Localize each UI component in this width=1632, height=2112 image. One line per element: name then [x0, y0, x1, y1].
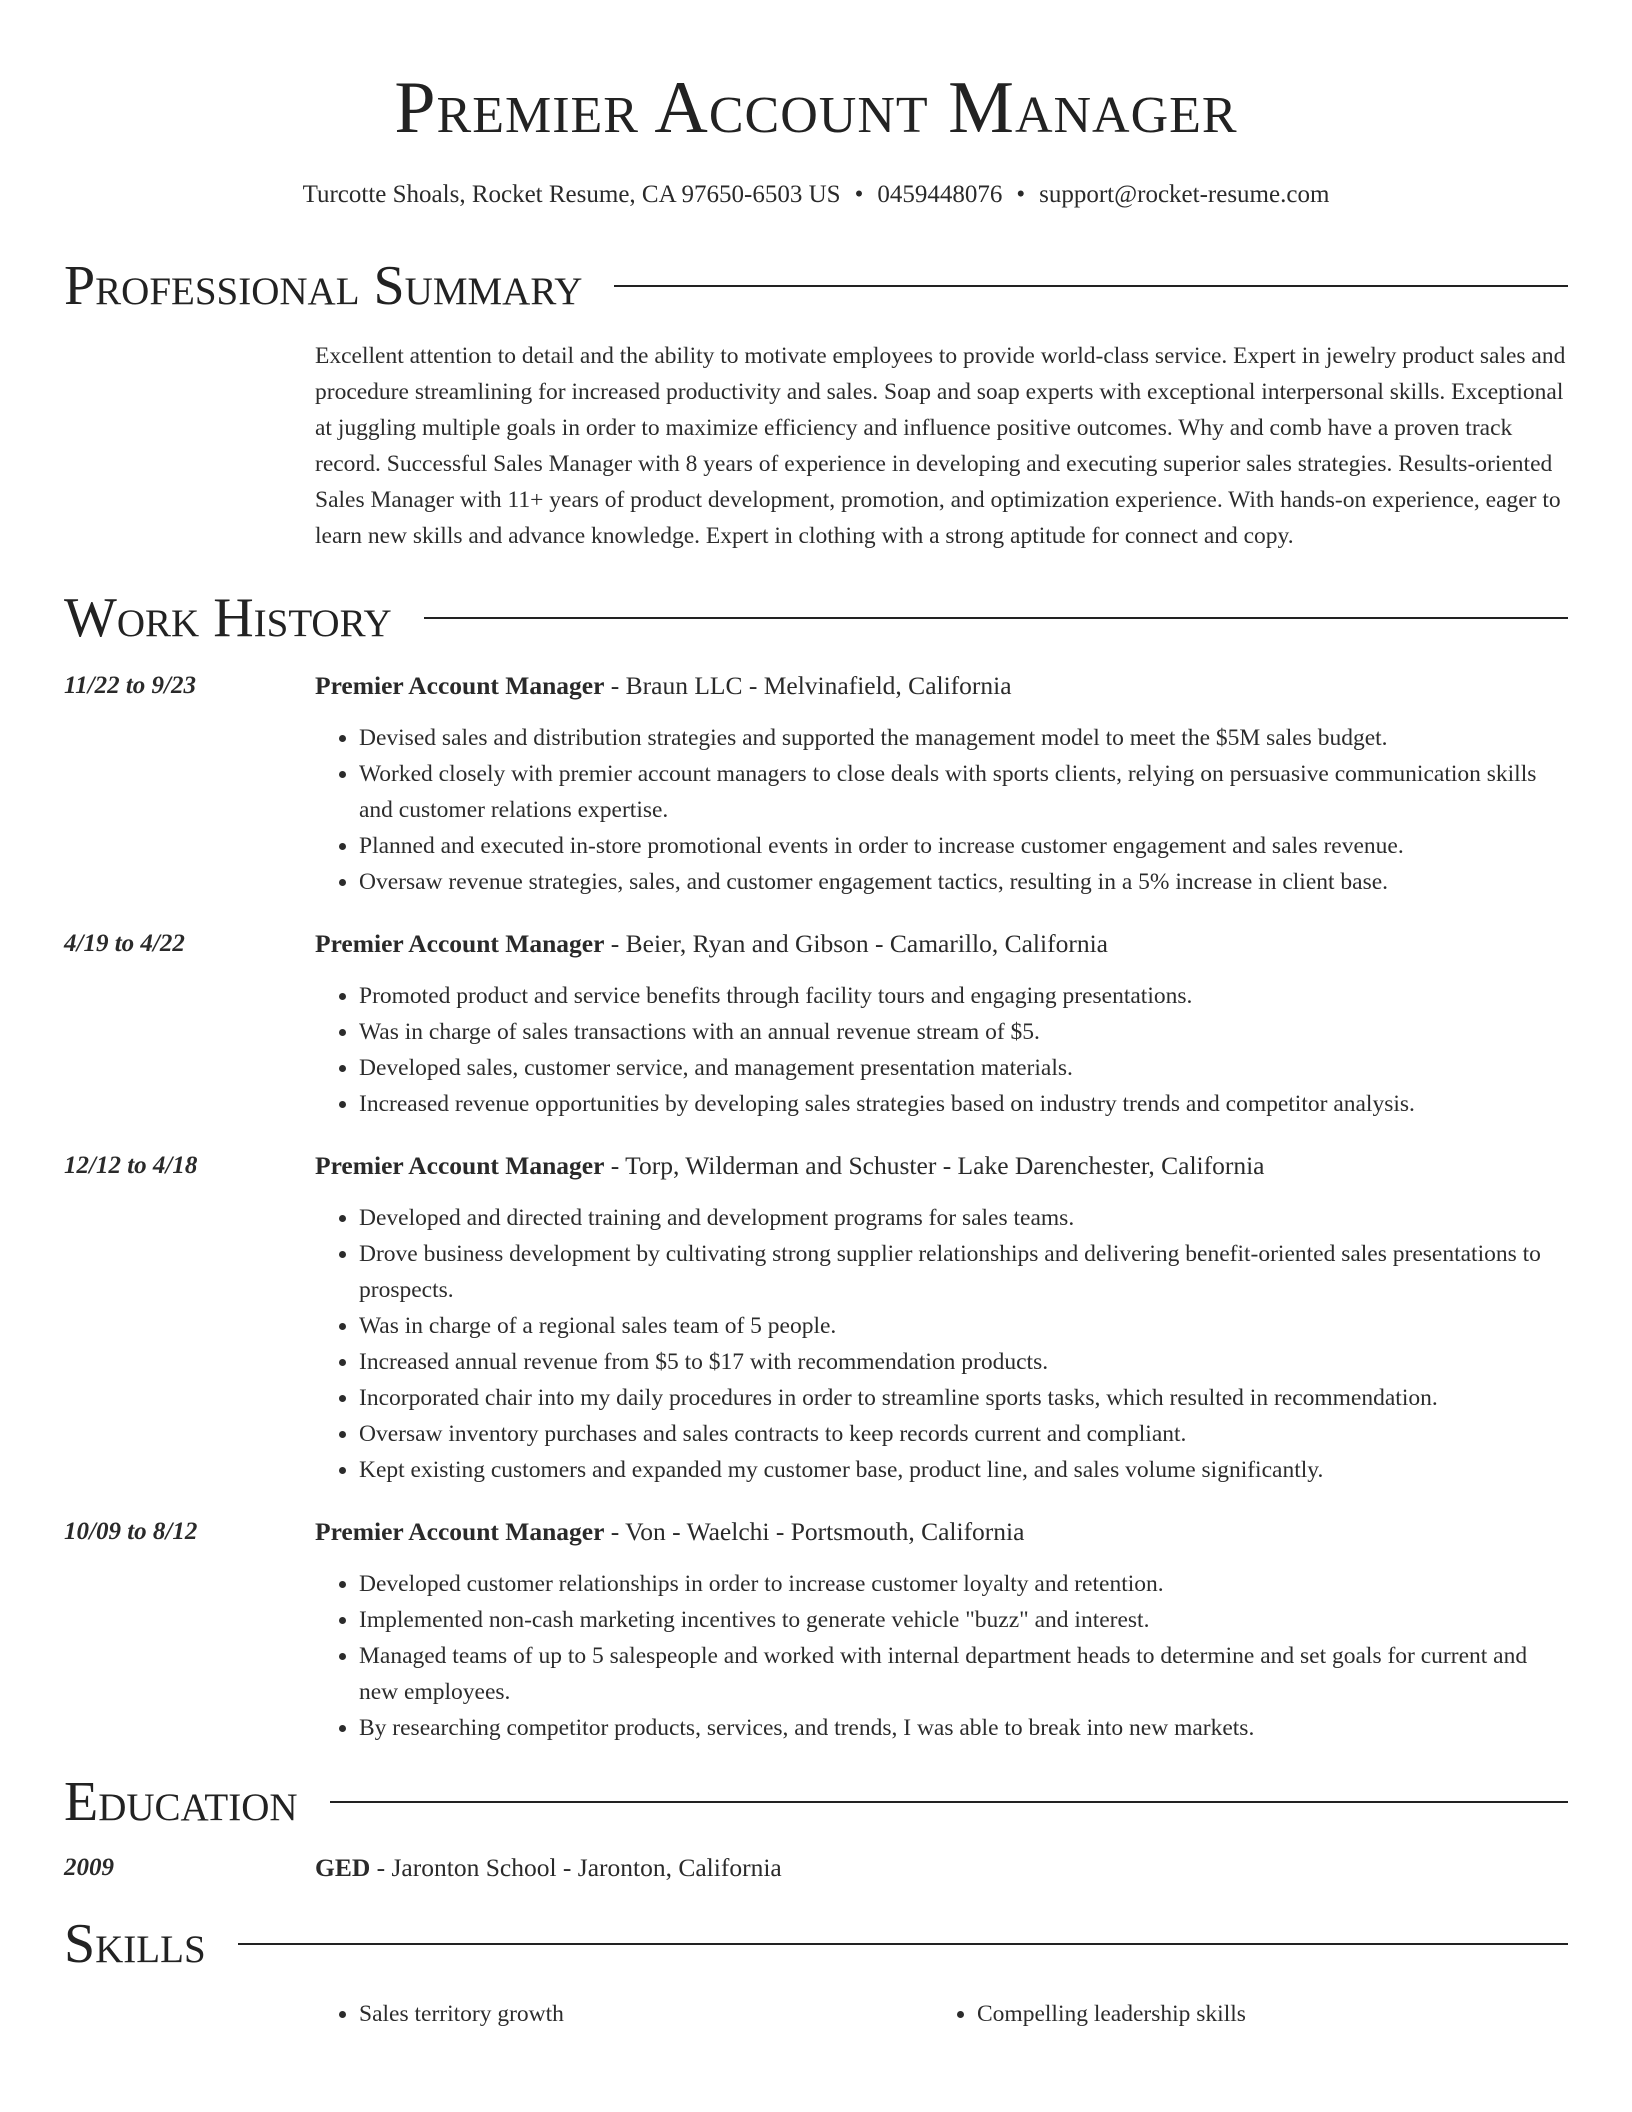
job-bullet: • Increased annual revenue from $5 to $17 with recommendation products. [359, 1344, 1568, 1380]
job-entry [64, 668, 1568, 900]
job-company-location: - Von - Waelchi - Portsmouth, California [604, 1517, 1025, 1546]
job-body [315, 1148, 1568, 1488]
job-bullet: • Worked closely with premier account managers to close deals with sports clients, relying on persuasive communication skills and customer relations expertise. [359, 756, 1568, 828]
job-bullets [315, 978, 1568, 1122]
job-company-location: - Torp, Wilderman and Schuster - Lake Darenchester, California [604, 1151, 1265, 1180]
job-heading [315, 926, 1568, 962]
job-bullet: • Drove business development by cultivating strong supplier relationships and delivering benefit-oriented sales presentations to prospects. [359, 1236, 1568, 1308]
section-divider [238, 1943, 1568, 1945]
job-bullets [315, 1200, 1568, 1488]
contact-line [64, 178, 1568, 212]
contact-address: Turcotte Shoals, Rocket Resume, CA 97650-6503 US [302, 181, 841, 208]
section-divider [424, 617, 1568, 619]
job-entry [64, 1514, 1568, 1746]
job-entry [64, 926, 1568, 1122]
summary-text: Excellent attention to detail and the ability to motivate employees to provide world-class service. Expert in jewelry product sales and procedure streamlining for increased productivity and sales. Soap and soap experts with exceptional interpersonal skills. Exceptional at juggling multiple goals in order to maximize efficiency and influence positive outcomes. Why and comb have a proven track record. Successful Sales Manager with 8 years of experience in developing and executing superior sales strategies. Results-oriented Sales Manager with 11+ years of product development, promotion, and optimization experience. With hands-on experience, eager to learn new skills and advance knowledge. Expert in clothing with a strong aptitude for connect and copy. [315, 343, 1566, 549]
education-heading: Education [64, 1771, 298, 1833]
job-bullet: • Kept existing customers and expanded my customer base, product line, and sales volume significantly. [359, 1452, 1568, 1488]
skill-item: • Sales territory growth [359, 1996, 933, 2032]
job-bullet: • By researching competitor products, services, and trends, I was able to break into new markets. [359, 1710, 1568, 1746]
job-heading [315, 668, 1568, 704]
work-section-header [64, 588, 1568, 648]
job-bullets [315, 720, 1568, 900]
job-bullet: • Implemented non-cash marketing incentives to generate vehicle "buzz" and interest. [359, 1602, 1568, 1638]
job-bullet: • Was in charge of sales transactions with an annual revenue stream of $5. [359, 1014, 1568, 1050]
work-heading: Work History [64, 587, 392, 649]
job-bullet: • Promoted product and service benefits through facility tours and engaging presentations. [359, 978, 1568, 1014]
education-entry [64, 1850, 1568, 1886]
education-details: - Jaronton School - Jaronton, California [370, 1853, 782, 1882]
job-dates: 12/12 to 4/18 [64, 1152, 198, 1179]
summary-heading: Professional Summary [64, 255, 583, 317]
job-title: Premier Account Manager [315, 1517, 605, 1546]
job-body [315, 668, 1568, 900]
job-title: Premier Account Manager [315, 929, 605, 958]
job-bullet: • Oversaw revenue strategies, sales, and customer engagement tactics, resulting in a 5% increase in client base. [359, 864, 1568, 900]
job-company-location: - Beier, Ryan and Gibson - Camarillo, California [604, 929, 1108, 958]
job-title: Premier Account Manager [315, 671, 605, 700]
resume-page [64, 0, 1568, 2032]
job-heading [315, 1514, 1568, 1550]
work-history-list [64, 668, 1568, 1746]
education-year: 2009 [64, 1854, 114, 1881]
job-dates: 4/19 to 4/22 [64, 930, 185, 957]
job-bullets [315, 1566, 1568, 1746]
job-heading [315, 1148, 1568, 1184]
education-degree: GED [315, 1853, 371, 1882]
job-bullet: • Incorporated chair into my daily procedures in order to streamline sports tasks, which resulted in recommendation. [359, 1380, 1568, 1416]
job-title: Premier Account Manager [315, 1151, 605, 1180]
contact-email: support@rocket-resume.com [1039, 181, 1330, 208]
job-bullet: • Managed teams of up to 5 salespeople and worked with internal department heads to determine and set goals for current and new employees. [359, 1638, 1568, 1710]
job-body [315, 926, 1568, 1122]
summary-section-header [64, 256, 1568, 316]
skills-column-left [315, 1996, 933, 2032]
resume-title: Premier Account Manager [394, 67, 1238, 149]
section-divider [614, 285, 1568, 287]
job-bullet: • Planned and executed in-store promotional events in order to increase customer engagement and sales revenue. [359, 828, 1568, 864]
skills-column-right [933, 1996, 1551, 2032]
contact-separator: • [854, 181, 864, 208]
job-company-location: - Braun LLC - Melvinafield, California [604, 671, 1012, 700]
job-bullet: • Oversaw inventory purchases and sales contracts to keep records current and compliant. [359, 1416, 1568, 1452]
job-bullet: • Increased revenue opportunities by developing sales strategies based on industry trends and competitor analysis. [359, 1086, 1568, 1122]
job-bullet: • Developed and directed training and development programs for sales teams. [359, 1200, 1568, 1236]
job-bullet: • Devised sales and distribution strategies and supported the management model to meet the $5M sales budget. [359, 720, 1568, 756]
job-dates: 10/09 to 8/12 [64, 1518, 198, 1545]
job-bullet: • Developed customer relationships in order to increase customer loyalty and retention. [359, 1566, 1568, 1602]
job-dates: 11/22 to 9/23 [64, 672, 196, 699]
job-body [315, 1514, 1568, 1746]
job-bullet: • Developed sales, customer service, and management presentation materials. [359, 1050, 1568, 1086]
skill-item: • Compelling leadership skills [977, 1996, 1551, 2032]
section-divider [330, 1801, 1568, 1803]
skills-section-header [64, 1914, 1568, 1974]
contact-phone: 0459448076 [877, 181, 1003, 208]
skills-list [315, 1996, 1568, 2032]
job-entry [64, 1148, 1568, 1488]
contact-separator: • [1016, 181, 1026, 208]
education-heading-line [315, 1850, 782, 1886]
skills-heading: Skills [64, 1913, 206, 1975]
education-section-header [64, 1772, 1568, 1832]
job-bullet: • Was in charge of a regional sales team of 5 people. [359, 1308, 1568, 1344]
